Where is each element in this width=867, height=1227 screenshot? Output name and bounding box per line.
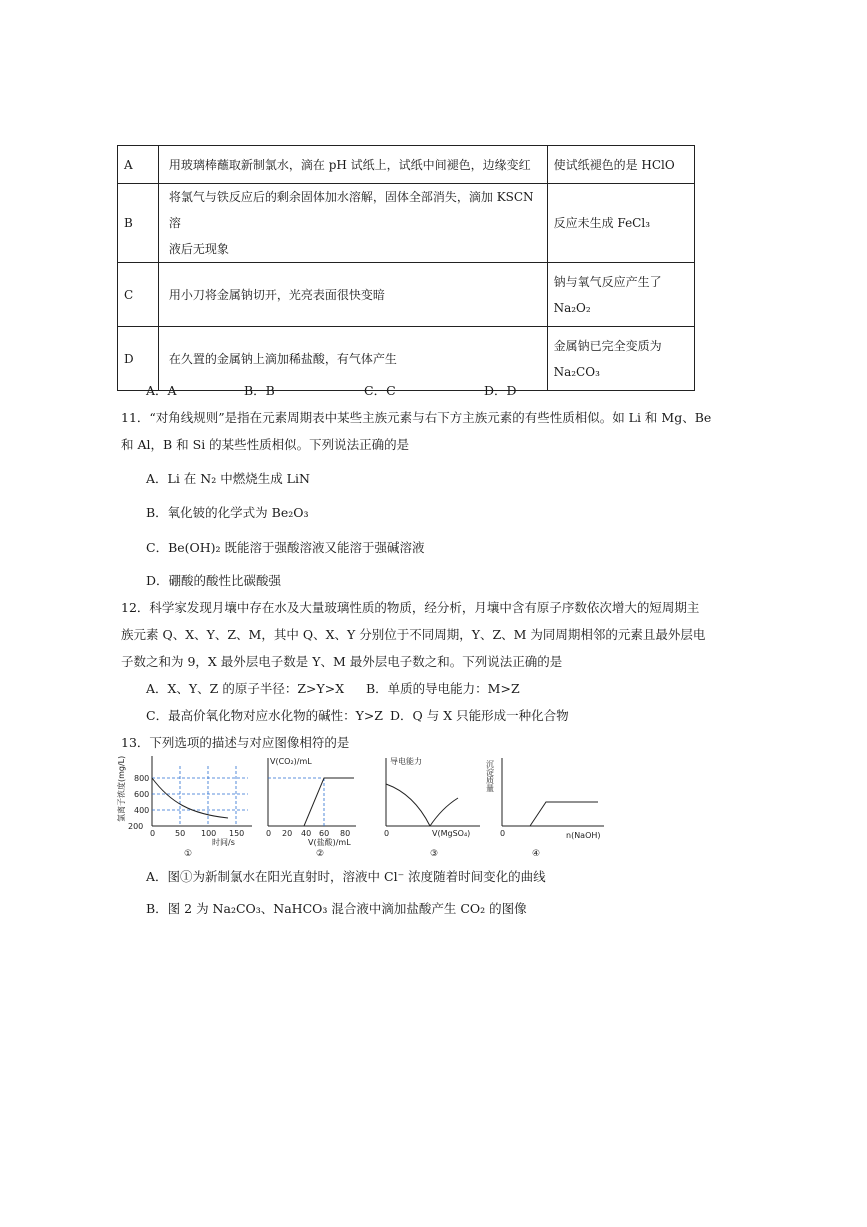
table-row <box>118 184 695 263</box>
graph-4-precipitate <box>485 752 611 862</box>
q12-stem-line3: 子数之和为 9，X 最外层电子数是 Y、M 最外层电子数之和。下列说法正确的是 <box>121 654 563 669</box>
graph-2-xtick: 80 <box>340 829 351 838</box>
row-letter: B <box>118 184 159 263</box>
graph-4-ylabel: 沉淀质量 <box>485 760 495 792</box>
graph-1-ylabel: 氯离子浓度(mg/L) <box>117 755 126 822</box>
q10-option-d[interactable]: D．D <box>484 383 517 398</box>
graph-3-origin: 0 <box>384 829 390 838</box>
table-row <box>118 327 695 391</box>
q12-option-b[interactable]: B．单质的导电能力：M>Z <box>366 681 520 696</box>
q12-option-a[interactable]: A．X、Y、Z 的原子半径：Z>Y>X <box>146 681 345 696</box>
graph-2-caption: ② <box>316 849 325 859</box>
graph-2-xtick: 20 <box>282 829 293 838</box>
graph-1-xtick: 150 <box>229 829 245 838</box>
graph-1-xtick: 50 <box>175 829 186 838</box>
graph-3-ylabel: 导电能力 <box>390 757 422 766</box>
q11-stem-line2: 和 Al，B 和 Si 的某些性质相似。下列说法正确的是 <box>121 437 410 452</box>
q11-option-d[interactable]: D．硼酸的酸性比碳酸强 <box>146 573 282 588</box>
graph-1-xtick: 0 <box>150 829 156 838</box>
q13-option-a[interactable]: A．图①为新制氯水在阳光直射时，溶液中 Cl⁻ 浓度随着时间变化的曲线 <box>146 869 546 884</box>
graph-2-xlabel: V(盐酸)/mL <box>308 838 351 847</box>
table-row <box>118 263 695 327</box>
q13-stem: 13．下列选项的描述与对应图像相符的是 <box>121 735 350 750</box>
experiment-table <box>117 145 695 391</box>
q10-option-a[interactable]: A．A <box>146 383 177 398</box>
table-row <box>118 146 695 184</box>
graph-1-chloride <box>117 752 260 862</box>
q12-stem-line2: 族元素 Q、X、Y、Z、M，其中 Q、X、Y 分别位于不同周期，Y、Z、M 为同周期相邻的元素且最外层电 <box>121 627 706 642</box>
q10-option-b[interactable]: B．B <box>244 383 275 398</box>
row-operation: 在久置的金属钠上滴加稀盐酸，有气体产生 <box>158 327 547 391</box>
q11-option-a[interactable]: A．Li 在 N₂ 中燃烧生成 LiN <box>146 471 310 486</box>
q10-option-c[interactable]: C．C <box>364 383 396 398</box>
graph-1-ytick: 200 <box>128 822 144 831</box>
q13-option-b[interactable]: B．图 2 为 Na₂CO₃、NaHCO₃ 混合液中滴加盐酸产生 CO₂ 的图像 <box>146 901 527 916</box>
graph-1-ytick: 600 <box>134 790 150 799</box>
q11-option-c[interactable]: C．Be(OH)₂ 既能溶于强酸溶液又能溶于强碱溶液 <box>146 540 425 555</box>
row-operation: 将氯气与铁反应后的剩余固体加水溶解，固体全部消失，滴加 KSCN 溶 液后无现象 <box>158 184 547 263</box>
graph-2-xtick: 0 <box>266 829 272 838</box>
graph-4-origin: 0 <box>500 829 506 838</box>
row-conclusion: 钠与氧气反应产生了 Na₂O₂ <box>547 263 694 327</box>
row-operation: 用小刀将金属钠切开，光亮表面很快变暗 <box>158 263 547 327</box>
graph-2-co2 <box>262 752 372 862</box>
row-operation: 用玻璃棒蘸取新制氯水，滴在 pH 试纸上，试纸中间褪色，边缘变红 <box>158 146 547 184</box>
q12-option-d[interactable]: D．Q 与 X 只能形成一种化合物 <box>390 708 569 723</box>
graph-1-caption: ① <box>184 849 193 859</box>
graph-2-xtick: 40 <box>301 829 312 838</box>
graph-1-ytick: 400 <box>134 806 150 815</box>
row-conclusion: 金属钠已完全变质为 Na₂CO₃ <box>547 327 694 391</box>
row-letter: C <box>118 263 159 327</box>
q12-stem-line1: 12．科学家发现月壤中存在水及大量玻璃性质的物质，经分析，月壤中含有原子序数依次增大的短周期主 <box>121 600 700 615</box>
row-letter: A <box>118 146 159 184</box>
graph-2-xtick: 60 <box>319 829 330 838</box>
graph-3-xlabel: V(MgSO₄) <box>432 829 471 838</box>
graph-1-xtick: 100 <box>201 829 217 838</box>
graph-2-ylabel: V(CO₂)/mL <box>270 757 312 766</box>
q11-option-b[interactable]: B．氧化铍的化学式为 Be₂O₃ <box>146 505 309 520</box>
row-conclusion: 反应未生成 FeCl₃ <box>547 184 694 263</box>
row-letter: D <box>118 327 159 391</box>
graph-1-ytick: 800 <box>134 774 150 783</box>
graph-4-xlabel: n(NaOH) <box>566 831 601 840</box>
row-conclusion: 使试纸褪色的是 HClO <box>547 146 694 184</box>
graph-3-caption: ③ <box>430 849 439 859</box>
graph-4-caption: ④ <box>532 849 541 859</box>
graph-3-conductivity <box>380 752 490 862</box>
q12-option-c[interactable]: C．最高价氧化物对应水化物的碱性：Y>Z <box>146 708 383 723</box>
graph-1-xlabel: 时间/s <box>212 838 235 847</box>
q11-stem-line1: 11．“对角线规则”是指在元素周期表中某些主族元素与右下方主族元素的有些性质相似。如 Li 和 Mg、Be <box>121 410 712 425</box>
